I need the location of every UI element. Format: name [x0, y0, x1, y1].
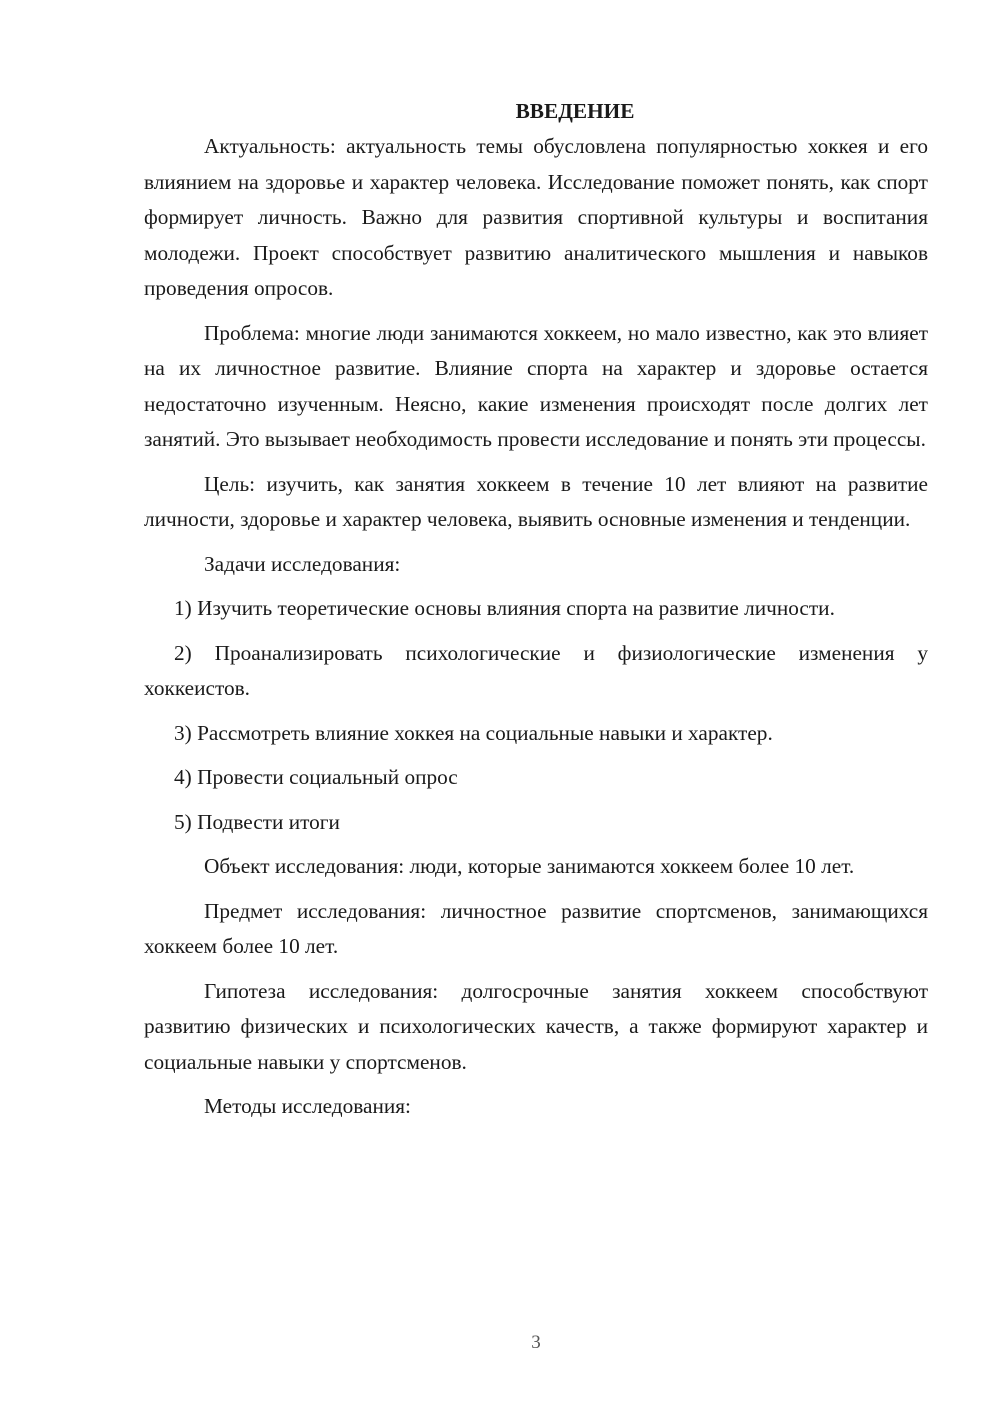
task-item-1: 1) Изучить теоретические основы влияния спорта на развитие личности. [174, 596, 835, 620]
task-item-2: 2) Проанализировать психологические и физиологические изменения у хоккеистов. [144, 640, 928, 700]
goal-paragraph: Цель: изучить, как занятия хоккеем в течение 10 лет влияют на развитие личности, здоровье и характер человека, выявить основные изменения и тенденции. [144, 471, 928, 531]
page-number: 3 [531, 1332, 541, 1353]
page-content [144, 96, 928, 1125]
section-heading: ВВЕДЕНИЕ [515, 99, 635, 123]
task-item-4: 4) Провести социальный опрос [174, 765, 458, 789]
task-item-5: 5) Подвести итоги [174, 809, 340, 834]
hypothesis-paragraph: Гипотеза исследования: долгосрочные занятия хоккеем способствуют развитию физических и психологических качеств, а также формируют характер и социальные навыки у спортсменов. [144, 978, 928, 1074]
subject-paragraph: Предмет исследования: личностное развитие спортсменов, занимающихся хоккеем более 10 лет. [144, 898, 928, 958]
methods-title: Методы исследования: [204, 1094, 411, 1118]
object-paragraph: Объект исследования: люди, которые занимаются хоккеем более 10 лет. [204, 854, 855, 878]
problem-paragraph: Проблема: многие люди занимаются хоккеем, но мало известно, как это влияет на их личностное развитие. Влияние спорта на характер и здоровье остается недостаточно изученным. Неясно, какие изменения происходят после долгих лет занятий. Это вызывает необходимость провести исследование и понять эти процессы. [144, 320, 928, 451]
tasks-title: Задачи исследования: [204, 551, 401, 576]
task-item-3: 3) Рассмотреть влияние хоккея на социальные навыки и характер. [174, 720, 773, 745]
relevance-paragraph: Актуальность: актуальность темы обусловлена популярностью хоккея и его влиянием на здоровье и характер человека. Исследование поможет понять, как спорт формирует личность. Важно для развития спортивной культуры и воспитания молодежи. Проект способствует развитию аналитического мышления и навыков проведения опросов. [144, 134, 928, 300]
